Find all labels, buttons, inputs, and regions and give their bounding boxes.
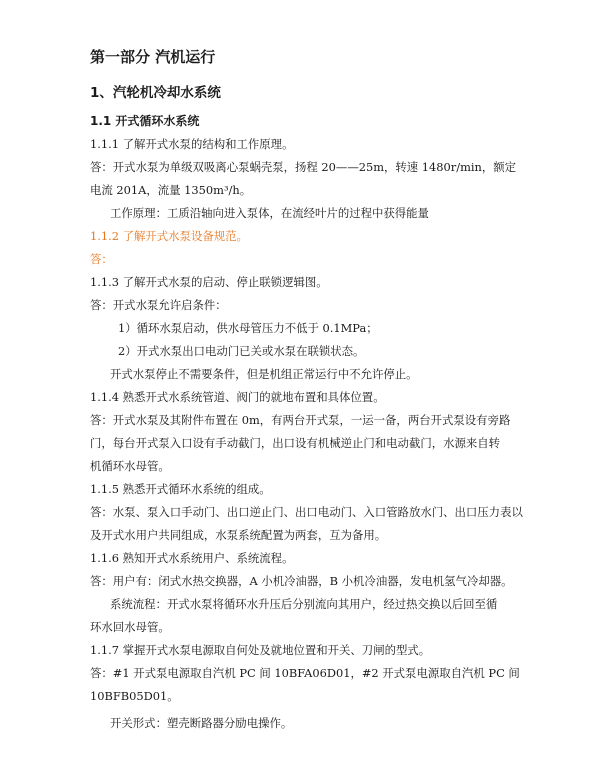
answer-line: 答：开式水泵为单级双吸离心泵蜗壳泵，扬程 20——25m，转速 1480r/min，额定 [90, 160, 517, 174]
answer-line: 电流 201A，流量 1350m³/h。 [90, 183, 252, 197]
stop-condition: 开式水泵停止不需要条件，但是机组正常运行中不允许停止。 [110, 367, 418, 381]
question-1-1-4: 1.1.4 熟悉开式水系统管道、阀门的就地布置和具体位置。 [90, 390, 385, 404]
question-1-1-5: 1.1.5 熟悉开式循环水系统的组成。 [90, 482, 271, 496]
flow-line: 环水回水母管。 [90, 620, 170, 634]
condition-2: 2）开式水泵出口电动门已关或水泵在联锁状态。 [118, 344, 365, 358]
answer-line: 答：水泵、泵入口手动门、出口逆止门、出口电动门、入口管路放水门、出口压力表以 [90, 505, 523, 519]
subsection-title: 1.1 开式循环水系统 [90, 114, 200, 128]
part-title: 第一部分 汽机运行 [90, 48, 216, 66]
question-1-1-2: 1.1.2 了解开式水泵设备规范。 [90, 229, 248, 243]
flow-line: 系统流程：开式水泵将循环水升压后分别流向其用户，经过热交换以后回至循 [110, 597, 498, 611]
condition-1: 1）循环水泵启动，供水母管压力不低于 0.1MPa； [118, 321, 378, 335]
answer-line: 门，每台开式泵入口设有手动截门，出口设有机械逆止门和电动截门，水源来自转 [90, 436, 501, 450]
answer-line: 答：用户有：闭式水热交换器，A 小机冷油器，B 小机冷油器，发电机氢气冷却器。 [90, 574, 513, 588]
principle-line: 工作原理：工质沿轴向进入泵体，在流经叶片的过程中获得能量 [110, 206, 429, 220]
answer-line: 机循环水母管。 [90, 459, 170, 473]
section-title: 1、汽轮机冷却水系统 [90, 85, 221, 101]
question-1-1-6: 1.1.6 熟知开式水系统用户、系统流程。 [90, 551, 294, 565]
switch-type-line: 开关形式：塑壳断路器分励电操作。 [110, 716, 293, 730]
question-1-1-7: 1.1.7 掌握开式水泵电源取自何处及就地位置和开关、刀闸的型式。 [90, 643, 431, 657]
question-1-1-3: 1.1.3 了解开式水泵的启动、停止联锁逻辑图。 [90, 275, 328, 289]
answer-line: 答：#1 开式泵电源取自汽机 PC 间 10BFA06D01，#2 开式泵电源取自汽机 PC 间 [90, 666, 520, 680]
question-1-1-1: 1.1.1 了解开式水泵的结构和工作原理。 [90, 137, 294, 151]
answer-line: 答：开式水泵允许启条件： [90, 298, 227, 312]
answer-line: 答：开式水泵及其附件布置在 0m，有两台开式泵，一运一备，两台开式泵设有旁路 [90, 413, 511, 427]
answer-line: 10BFB05D01。 [90, 689, 179, 703]
answer-line: 及开式水用户共同组成，水泵系统配置为两套，互为备用。 [90, 528, 387, 542]
answer-empty: 答： [90, 252, 113, 266]
